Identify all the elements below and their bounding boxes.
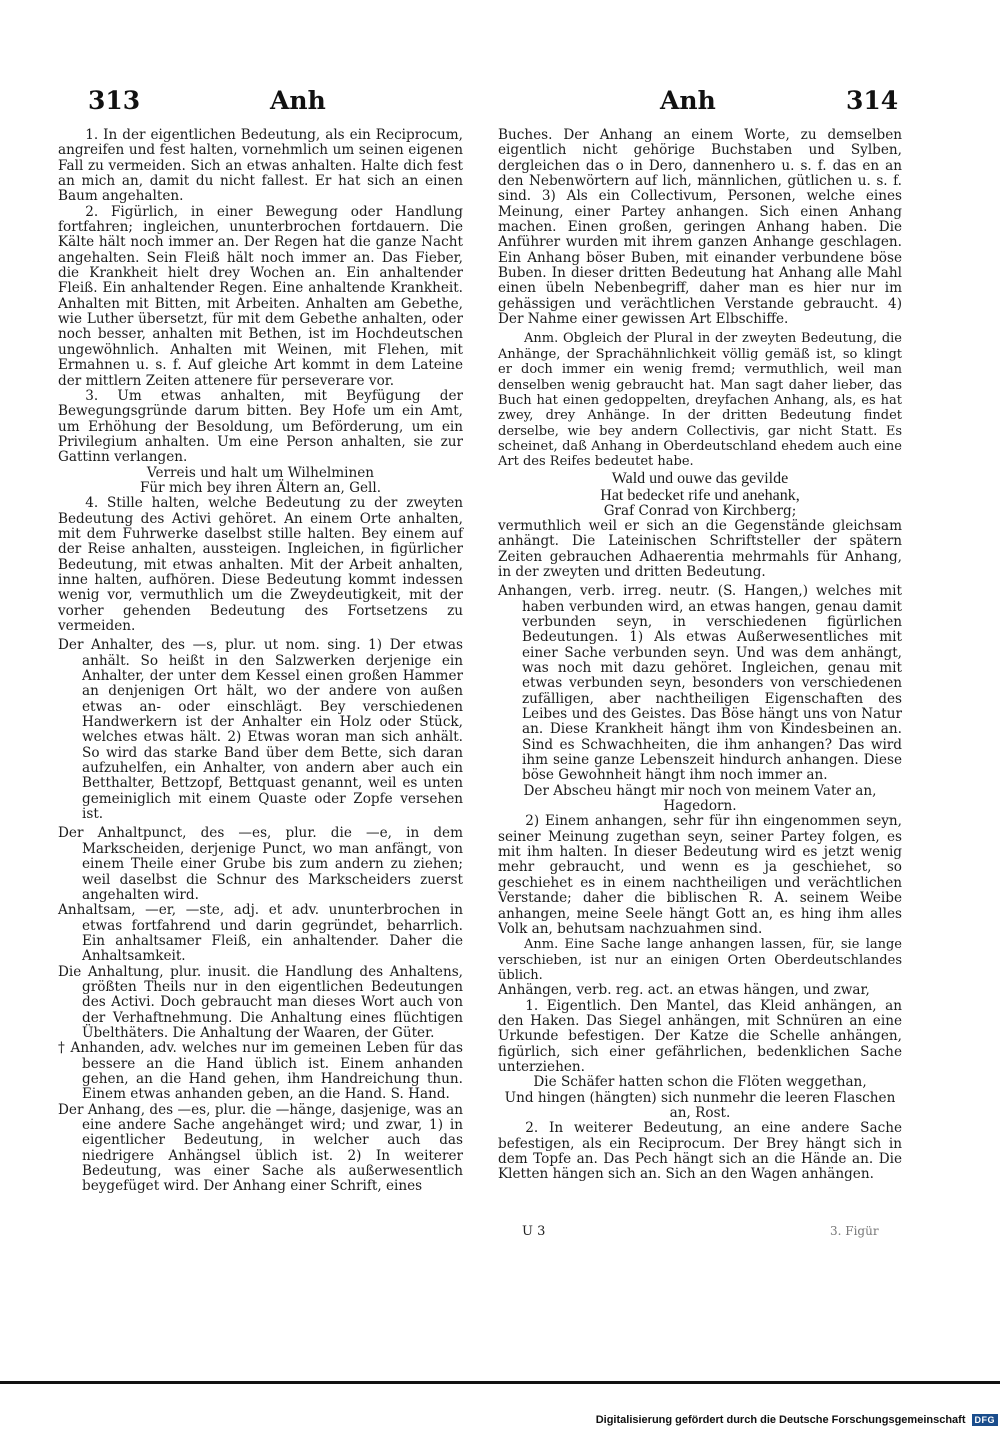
page-number-right: 314 xyxy=(846,86,899,115)
paragraph: Die Schäfer hatten schon die Flöten weggethan, xyxy=(533,1074,867,1091)
paragraph: Verreis und halt um Wilhelminen xyxy=(146,464,375,481)
funding-text: Digitalisierung gefördert durch die Deutsche Forschungsgemeinschaft xyxy=(595,1414,966,1426)
funding-banner xyxy=(588,1408,1000,1432)
paragraph: Der Anhalter, des —s, plur. ut nom. sing. 1) Der etwas anhält. So heißt in den Salzwerken derjenige ein Anhalter, der unter dem Kessel einen großen Hammer an denjenigen Ort hält, wo der andere von außen etwas an- oder einschlägt. Bey verschiedenen Handwerkern ist der Anhalter ein Holz oder Stück, welches etwas hält. 2) Etwas woran man sich anhält. So wird das starke Band über dem Bette, sich daran aufzuhelfen, ein Anhalter, von andern aber auch ein Betthalter, Bettzopf, Bettquast genannt, weil es unten gemeiniglich mit einem Quaste oder Zopfe versehen ist. xyxy=(58,637,463,823)
paragraph: Für mich bey ihren Ältern an, Gell. xyxy=(139,479,382,496)
signature-mark: U 3 xyxy=(522,1224,546,1239)
paragraph: 1. In der eigentlichen Bedeutung, als ein Reciprocum, angreifen und fest halten, vornehmlich um seinen eigenen Fall zu vermeiden. Sich an etwas anhalten. Halte dich fest an mich an, damit du nicht fallest. Er hat sich an einen Baum angehalten. xyxy=(58,127,463,205)
paragraph: Und hingen (hängten) sich nunmehr die leeren Flaschen an, Rost. xyxy=(504,1089,896,1121)
paragraph: Anhängen, verb. reg. act. an etwas hängen, und zwar, xyxy=(498,982,870,999)
paragraph: Anm. Eine Sache lange anhangen lassen, für, sie lange verschieben, ist nur an einigen Orten Oberdeutschlandes üblich. xyxy=(498,937,902,983)
paragraph: Anhangen, verb. irreg. neutr. (S. Hangen,) welches mit haben verbunden wird, an etwas hangen, genau damit verbunden seyn, in verschiedenen figürlichen Bedeutungen. 1) Als etwas Außerwesentliches mit einer Sache verbunden seyn. Und was dem anhängt, was noch mit dazu gehöret. Ingleichen, genau mit etwas verbunden seyn, besonders von verschiedenen zufälligen, aber nachtheiligen Eigenschaften des Leibes und des Geistes. Das Böse hängt uns von Natur an. Diese Krankheit hängt ihm von Kindesbeinen an. Sind es Schwachheiten, die ihm anhangen? Das wird ihm seine ganze Lebenszeit hindurch anhangen. Diese böse Gewohnheit hängt ihm noch immer an. xyxy=(498,583,902,784)
paragraph: Anhaltsam, —er, —ste, adj. et adv. ununterbrochen in etwas fortfahrend und darin gegründet, beharrlich. Ein anhaltsamer Fleiß, ein anhaltender. Daher die Anhaltsamkeit. xyxy=(58,902,463,965)
running-head-right: Anh xyxy=(660,86,716,115)
paragraph: Anm. Obgleich der Plural in der zweyten Bedeutung, die Anhänge, der Sprachähnlichkeit völlig gemäß ist, so klingt er doch immer ein wenig fremd; vermuthlich, weil man denselben wenig gebraucht hat. Man sagt daher lieber, das Buch hat einen gedoppelten, dreyfachen Anhang, als, es hat zwey, drey Anhänge. In der dritten Bedeutung findet derselbe, wie bey andern Collectivis, gar nicht Statt. Es scheinet, daß Anhang in Oberdeutschland ehedem auch eine Art des Reifes bedeutet habe. xyxy=(498,331,902,470)
page-number-left: 313 xyxy=(88,86,141,115)
paragraph: † Anhanden, adv. welches nur im gemeinen Leben für das bessere an die Hand üblich ist. Einem anhanden gehen, an die Hand gehen, ihm Handreichung thun. Einem etwas anhanden geben, an die Hand. S. Hand. xyxy=(58,1040,463,1103)
paragraph: Die Anhaltung, plur. inusit. die Handlung des Anhaltens, größten Theils nur in den eigentlichen Bedeutungen des Activi. Doch gebraucht man dieses Wort auch von der Verhaftnehmung. Die Anhaltung eines flüchtigen Übelthäters. Die Anhaltung der Waaren, der Güter. xyxy=(58,963,463,1041)
paragraph: Hagedorn. xyxy=(663,798,737,815)
paragraph: Buches. Der Anhang an einem Worte, zu demselben eigentlich nicht gehörige Buchstaben und Sylben, dergleichen das o in Dero, dannenhero u. s. f. das en an den Nebenwörtern auf lich, männlichen, gütlichen u. s. f. sind. 3) Als ein Collectivum, Personen, welche eines Meinung, einer Partey anhangen. Sich einen Anhang machen. Einen großen, geringen Anhang haben. Die Anführer wurden mit ihrem ganzen Anhange geschlagen. Ein Anhang böser Buben, mit einander verbundene böse Buben. In dieser dritten Bedeutung hat Anhang alle Mahl einen übeln Nebenbegriff, daher man es hier nur im gehässigen und verächtlichen Verstande gebraucht. 4) Der Nahme einer gewissen Art Elbschiffe. xyxy=(498,127,902,328)
catchword: 3. Figür xyxy=(830,1224,879,1238)
paragraph: Wald und ouwe das gevilde xyxy=(611,469,789,487)
paragraph: 2) Einem anhangen, sehr für ihn eingenommen seyn, seiner Meinung zugethan seyn, seiner Partey folgen, es mit ihm halten. In dieser Bedeutung wird es jetzt wenig mehr gebraucht, und wenn es ja geschiehet, so geschiehet es in einem nachtheiligen und verächtlichen Verstande; daher die biblischen R. A. seinem Weibe anhangen, meine Seele hängt Gott an, es hing ihm alles Volk an, behutsam nachzuahmen sind. xyxy=(498,813,902,937)
paragraph: vermuthlich weil er sich an die Gegenstände gleichsam anhängt. Die Lateinischen Schriftsteller der spätern Zeiten gebrauchen Adhaerentia mehrmahls für Anhang, in der zweyten und dritten Bedeutung. xyxy=(498,517,902,580)
left-column xyxy=(58,128,463,1195)
bottom-rule xyxy=(0,1381,1000,1384)
right-column xyxy=(498,128,902,1183)
paragraph: 2. Figürlich, in einer Bewegung oder Handlung fortfahren; ingleichen, ununterbrochen fortdauern. Die Kälte hält noch immer an. Der Regen hat die ganze Nacht angehalten. Sein Fleiß hält noch immer an. Das Fieber, die Krankheit hielt drey Wochen an. Ein anhaltender Fleiß. Ein anhaltender Regen. Eine anhaltende Krankheit. Anhalten mit Bitten, mit Arbeiten. Anhalten am Gebethe, wie Luther übersetzt, für mit dem Gebethe anhalten, oder noch besser, anhalten mit Bethen, ist im Hochdeutschen ungewöhnlich. Anhalten mit Weinen, mit Flehen, mit Ermahnen u. s. f. Auf gleiche Art kommt in dem Lateine der mittlern Zeiten attenere für perseverare vor. xyxy=(58,203,463,389)
paragraph: Graf Conrad von Kirchberg; xyxy=(603,502,797,519)
paragraph: Der Abscheu hängt mir noch von meinem Vater an, xyxy=(523,782,877,799)
paragraph: Der Anhaltpunct, des —es, plur. die —e, in dem Markscheiden, derjenige Punct, wo man anfängt, von einem Theile einer Grube bis zum andern zu ziehen; weil daselbst die Schnur des Markscheiders zuerst angehalten wird. xyxy=(58,825,463,903)
paragraph: 1. Eigentlich. Den Mantel, das Kleid anhängen, an den Haken. Das Siegel anhängen, mit Schnüren an eine Urkunde befestigen. Der Katze die Schelle anhängen, figürlich, sich einer gefährlichen, bedenklichen Sache unterziehen. xyxy=(498,997,902,1075)
paragraph: Der Anhang, des —es, plur. die —hänge, dasjenige, was an eine andere Sache angehänget wird; und zwar, 1) in eigentlicher Bedeutung, in welcher auch das niedrigere Anhängsel üblich ist. 2) In weiterer Bedeutung, was einer Sache als außerwesentlich beygefüget wird. Der Anhang einer Schrift, eines xyxy=(58,1101,463,1195)
paragraph: Hat bedecket rife und anehank, xyxy=(600,486,800,504)
dfg-logo-icon: DFG xyxy=(972,1414,999,1426)
running-head-left: Anh xyxy=(270,86,326,115)
paragraph: 2. In weiterer Bedeutung, an eine andere Sache befestigen, als ein Reciprocum. Der Brey hängt sich in dem Topfe an. Das Pech hängt sich an die Hände an. Die Kletten hängen sich an. Sich an den Wagen anhängen. xyxy=(498,1120,902,1183)
paragraph: 3. Um etwas anhalten, mit Beyfügung der Bewegungsgründe darum bitten. Bey Hofe um ein Amt, um Erhöhung der Besoldung, um Beförderung, um ein Privilegium anhalten. Um eine Person anhalten, sie zur Gattinn verlangen. xyxy=(58,387,463,466)
paragraph: 4. Stille halten, welche Bedeutung zu der zweyten Bedeutung des Activi gehöret. An einem Orte anhalten, mit dem Fuhrwerke daselbst stille halten. Bey einem auf der Reise anhalten, aussteigen. Ingleichen, in figürlicher Bedeutung, mit etwas anhalten. Mit der Arbeit anhalten, inne halten, aufhören. Diese Bedeutung kommt indessen wenig vor, vermuthlich um die Zweydeutigkeit, mit der vorher gehenden Bedeutung des Fortsetzens zu vermeiden. xyxy=(58,495,463,634)
